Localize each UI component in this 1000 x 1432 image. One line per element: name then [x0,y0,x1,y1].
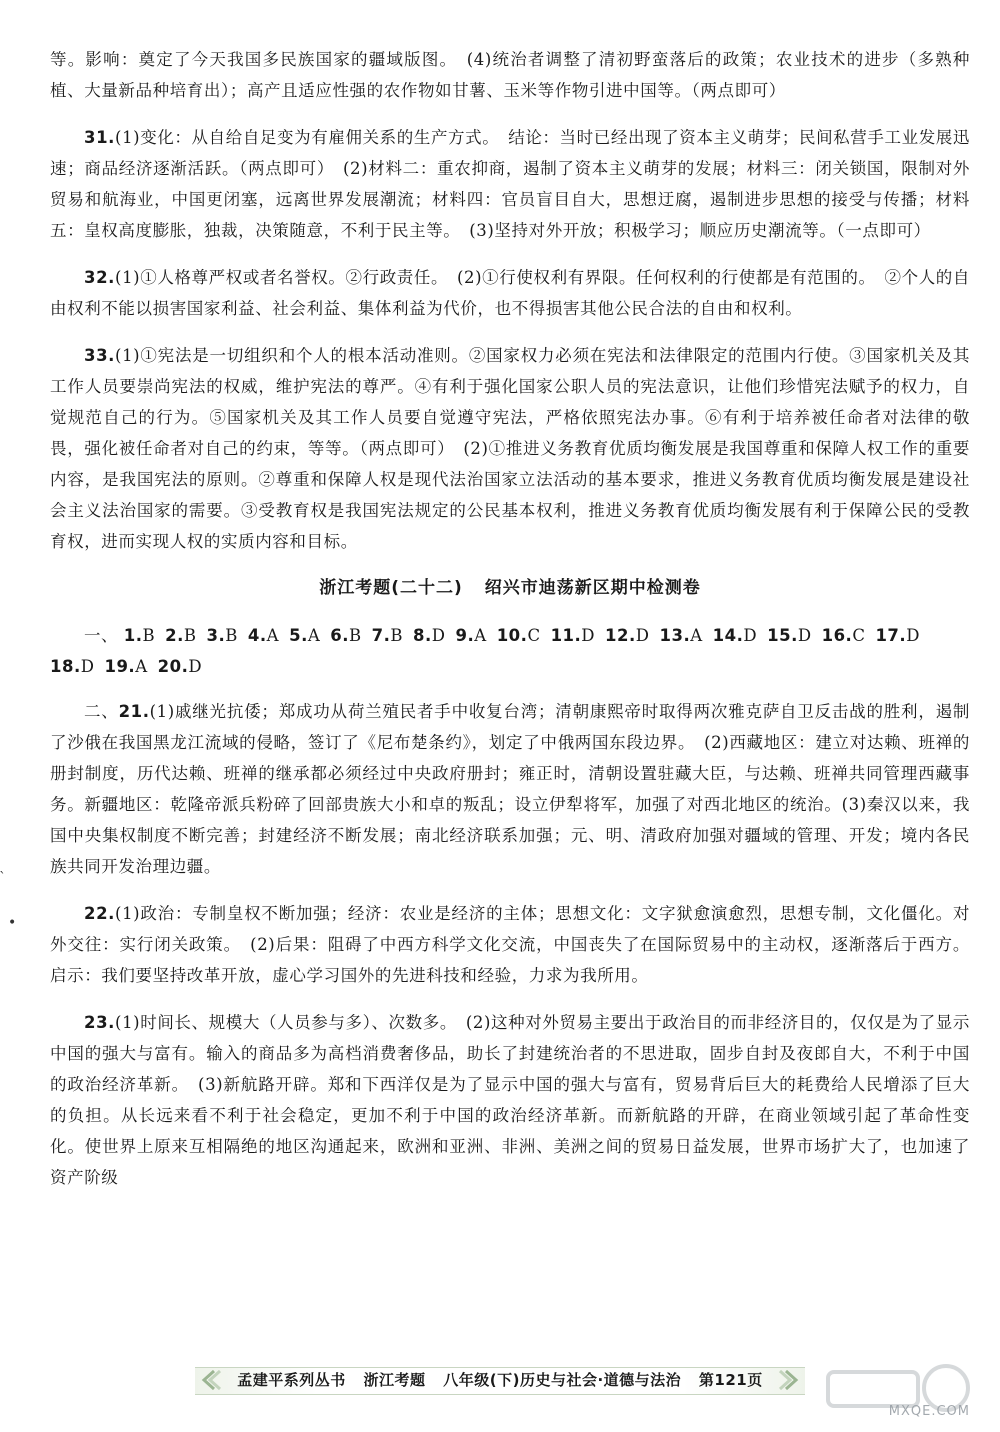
choice-answer [248,626,279,645]
choice-answer [822,626,866,645]
choice-letter: B [183,626,197,645]
choice-answer [767,626,811,645]
choice-number: 7. [371,626,391,645]
q22-text: (1)政治：专制皇权不断加强；经济：农业是经济的主体；思想文化：文字狱愈演愈烈，思想专制，文化僵化。对外交往：实行闭关政策。 (2)后果：阻碍了中西方科学文化交流，中国丧失了在国际贸易中的主动权，逐渐落后于西方。启示：我们要坚持改革开放，虚心学习国外的先进科技和经验，力求为我所用。 [50,904,970,985]
section-title-left: 浙江考题(二十二) [319,578,463,598]
choice-answer [165,626,196,645]
q30-text: 等。影响：奠定了今天我国多民族国家的疆域版图。 (4)统治者调整了清初野蛮落后的政策；农业技术的进步（多熟种植、大量新品种培育出）；高产且适应性强的农作物如甘薯、玉米等作物引进中国等。（两点即可） [50,50,970,100]
choice-answer [104,657,147,676]
choice-letter: C [852,626,866,645]
footer-series: 孟建平系列丛书 [237,1371,346,1389]
choice-answer [289,626,320,645]
choice-number: 8. [413,626,432,645]
choice-letter: D [581,626,596,645]
paragraph-q32 [50,262,970,324]
choice-number: 1. [123,626,143,645]
choice-row-1 [50,620,970,651]
q21-prefix: 二、 [84,702,119,721]
choice-letter: A [135,657,148,676]
choice-answer [413,626,445,645]
choice-number: 15. [767,626,798,645]
choice-number: 18. [50,657,81,676]
section-title-right: 绍兴市迪荡新区期中检测卷 [484,578,701,598]
choice-number: 14. [712,626,744,645]
choice-number: 10. [496,626,528,645]
paragraph-q30-continued [50,44,970,106]
choice-number: 12. [605,626,636,645]
paragraph-q23 [50,1007,970,1193]
choice-letter: A [690,626,703,645]
choice-answer [713,626,757,645]
footer-book: 浙江考题 [363,1371,426,1389]
multiple-choice-answers [50,620,970,682]
choice-letter: A [266,626,280,645]
choice-letter: D [188,657,203,676]
choice-number: 2. [165,626,184,645]
q23-number: 23. [84,1013,116,1032]
margin-dot: • [8,915,17,931]
q21-number: 21. [118,702,150,721]
choice-letter: A [307,626,321,645]
choice-number: 19. [104,657,136,676]
q31-text: (1)变化：从自给自足变为有雇佣关系的生产方式。 结论：当时已经出现了资本主义萌芽；民间私营手工业发展迅速；商品经济逐渐活跃。（两点即可） (2)材料二：重农抑商，遏制了资本主义萌芽的发展；材料三：闭关锁国，限制对外贸易和航海业，中国更闭塞，远离世界发展潮流；材料四：官员盲目自大，思想迂腐，遏制进步思想的接受与传播；材料五：皇权高度膨胀，独裁，决策随意，不利于民主等。 (3)坚持对外开放；积极学习；顺应历史潮流等。（一点即可） [50,128,970,240]
choice-answer [124,626,155,645]
choice-answer [456,626,487,645]
choice-number: 11. [550,626,582,645]
q23-text: (1)时间长、规模大（人员参与多）、次数多。 (2)这种对外贸易主要出于政治目的而非经济目的，仅仅是为了显示中国的强大与富有。输入的商品多为高档消费奢侈品，助长了封建统治者的不思进取，固步自封及夜郎自大，不利于中国的政治经济革新。 (3)新航路开辟。郑和下西洋仅是为了显示中国的强大与富有，贸易背后巨大的耗费给人民增添了巨大的负担。从长远来看不利于社会稳定，更加不利于中国的政治经济革新。而新航路的开辟，在商业领域引起了革命性变化。使世界上原来互相隔绝的地区沟通起来，欧洲和亚洲、非洲、美洲之间的贸易日益发展，世界市场扩大了，也加速了资产阶级 [50,1013,970,1187]
choice-letter: D [906,626,920,645]
choice-number: 13. [659,626,691,645]
footer-page-number: 第121页 [698,1371,763,1389]
q33-text: (1)①宪法是一切组织和个人的根本活动准则。②国家权力必须在宪法和法律限定的范围内行使。③国家机关及其工作人员要崇尚宪法的权威，维护宪法的尊严。④有利于强化国家公职人员的宪法意识，让他们珍惜宪法赋予的权力，自觉规范自己的行为。⑤国家机关及其工作人员要自觉遵守宪法，严格依照宪法办事。⑥有利于培养被任命者对法律的敬畏，强化被任命者对自己的约束，等等。（两点即可） (2)①推进义务教育优质均衡发展是我国尊重和保障人权工作的重要内容，是我国宪法的原则。②尊重和保障人权是现代法治国家立法活动的基本要求，推进义务教育优质均衡发展是建设社会主义法治国家的需要。③受教育权是我国宪法规定的公民基本权利，推进义务教育优质均衡发展有利于保障公民的受教育权，进而实现人权的实质内容和目标。 [50,346,970,551]
choice-letter: B [225,626,238,645]
choice-answer [372,626,403,645]
watermark-text: MXQE.COM [888,1404,970,1419]
choice-number: 9. [455,626,475,645]
choice-number: 16. [821,626,853,645]
choice-answer [551,626,595,645]
choice-letter: D [635,626,650,645]
choice-prefix: 一、 [84,626,118,645]
choice-letter: D [797,626,812,645]
choice-number: 3. [206,626,226,645]
q31-number: 31. [84,128,116,147]
choice-row-2 [50,651,970,682]
choice-number: 17. [875,626,907,645]
choice-answer [330,626,361,645]
choice-letter: B [142,626,156,645]
paragraph-q33 [50,340,970,557]
footer-grade: 八年级(下)历史与社会·道德与法治 [443,1371,682,1389]
choice-answer [158,657,202,676]
choice-letter: D [431,626,446,645]
paragraph-q31 [50,122,970,246]
choice-number: 4. [247,626,267,645]
q21-text: (1)戚继光抗倭；郑成功从荷兰殖民者手中收复台湾；清朝康熙帝时取得两次雅克萨自卫反击战的胜利，遏制了沙俄在我国黑龙江流域的侵略，签订了《尼布楚条约》，划定了中俄两国东段边界。 (2)西藏地区：建立对达赖、班禅的册封制度，历代达赖、班禅的继承都必须经过中央政府册封；雍正时，清朝设置驻藏大臣，与达赖、班禅共同管理西藏事务。新疆地区：乾隆帝派兵粉碎了回部贵族大小和卓的叛乱；设立伊犁将军，加强了对西北地区的统治。(3)秦汉以来，我国中央集权制度不断完善；封建经济不断发展；南北经济联系加强；元、明、清政府加强对疆域的管理、开发；境内各民族共同开发治理边疆。 [50,702,970,876]
choice-answer [875,626,919,645]
choice-answer [497,626,541,645]
paragraph-q21 [50,696,970,882]
choice-number: 6. [330,626,350,645]
choice-letter: B [349,626,362,645]
choice-number: 20. [157,657,189,676]
choice-letter: A [474,626,487,645]
choice-answer [660,626,703,645]
paragraph-q22 [50,898,970,991]
choice-answer [50,657,94,676]
choice-answer [605,626,649,645]
page-content [50,44,970,1209]
q22-number: 22. [84,904,116,923]
choice-number: 5. [289,626,308,645]
choice-letter: D [80,657,95,676]
choice-letter: B [390,626,404,645]
choice-letter: C [527,626,541,645]
choice-letter: D [743,626,758,645]
choice-answer [207,626,238,645]
q32-text: (1)①人格尊严权或者名誉权。②行政责任。 (2)①行使权利有界限。任何权利的行使都是有范围的。 ②个人的自由权利不能以损害国家利益、社会利益、集体利益为代价，也不得损害其他公民合法的自由和权利。 [50,268,970,318]
q32-number: 32. [84,268,116,287]
section-title [50,573,970,598]
q33-number: 33. [84,346,116,365]
